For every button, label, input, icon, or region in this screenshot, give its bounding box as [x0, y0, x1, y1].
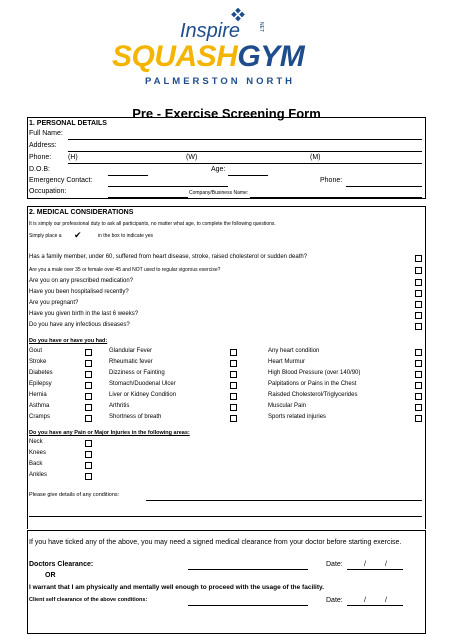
sports-injuries-checkbox[interactable]: [415, 415, 422, 422]
condition-asthma: Asthma: [29, 403, 50, 409]
phone-label: Phone:: [29, 154, 52, 161]
doctors-signature-field[interactable]: [188, 569, 308, 570]
cholesterol-checkbox[interactable]: [415, 393, 422, 400]
details-label: Please give details of any conditions:: [29, 492, 120, 498]
dob-field[interactable]: [108, 175, 148, 176]
in-box-text: in the box to indicate yes: [98, 233, 154, 239]
glandular-fever-checkbox[interactable]: [230, 349, 237, 356]
condition-glandular-fever: Glandular Fever: [109, 348, 153, 354]
date-field-2[interactable]: [347, 605, 403, 606]
heart-murmur-checkbox[interactable]: [415, 360, 422, 367]
shortness-breath-checkbox[interactable]: [230, 415, 237, 422]
diabetes-checkbox[interactable]: [85, 371, 92, 378]
condition-diabetes: Diabetes: [29, 370, 53, 376]
date-slash-1a: /: [364, 561, 366, 568]
arthritis-checkbox[interactable]: [230, 404, 237, 411]
date-field-1[interactable]: [347, 569, 403, 570]
condition-blood-pressure: High Blood Pressure (over 140/90): [268, 370, 361, 376]
age-field[interactable]: [228, 175, 268, 176]
simply-place-text: Simply place a: [29, 233, 62, 239]
area-neck: Neck: [29, 439, 43, 445]
condition-sports-injuries: Sports related injuries: [268, 414, 327, 420]
condition-cramps: Cramps: [29, 414, 51, 420]
details-field-2[interactable]: [29, 516, 422, 517]
condition-dizziness: Dizziness or Fainting: [109, 370, 165, 376]
question-7-checkbox[interactable]: [415, 323, 422, 330]
condition-hernia: Hernia: [29, 392, 47, 398]
emergency-contact-field[interactable]: [108, 186, 228, 187]
occupation-label: Occupation:: [29, 188, 67, 195]
question-7: Do you have any infectious diseases?: [29, 322, 130, 328]
company-field[interactable]: [250, 197, 422, 198]
question-3: Are you on any prescribed medication?: [29, 278, 134, 284]
condition-rheumatic-fever: Rheumatic fever: [109, 359, 153, 365]
question-5-checkbox[interactable]: [415, 301, 422, 308]
details-field-1[interactable]: [146, 500, 422, 501]
gout-checkbox[interactable]: [85, 349, 92, 356]
medical-intro: It is simply our professional duty to ask all participants, no matter what age, to complete the following questions.: [29, 221, 276, 227]
question-2: Are you a male over 35 or female over 45 and NOT used to regular vigorous exercise?: [29, 267, 221, 273]
form-title: Pre - Exercise Screening Form: [132, 106, 321, 121]
question-6: Have you given birth in the last 6 weeks?: [29, 311, 139, 317]
address-label: Address:: [29, 142, 57, 149]
condition-liver-kidney: Liver or Kidney Condition: [109, 392, 177, 398]
neck-checkbox[interactable]: [85, 440, 92, 447]
logo-squash: SQUASH: [112, 40, 238, 73]
personal-details-heading: 1. PERSONAL DETAILS: [29, 120, 107, 127]
date-label-2: Date:: [326, 597, 343, 604]
question-4-checkbox[interactable]: [415, 290, 422, 297]
condition-shortness-breath: Shortness of breath: [109, 414, 162, 420]
clearance-section: [27, 530, 426, 634]
full-name-field[interactable]: [68, 139, 422, 140]
logo-squashgym: [112, 40, 304, 74]
phone-mobile-label: (M): [310, 154, 321, 161]
question-1: Has a family member, under 60, suffered from heart disease, stroke, raised cholesterol or sudden death?: [29, 254, 308, 260]
condition-heart: Any heart condition: [268, 348, 320, 354]
emergency-phone-label: Phone:: [320, 177, 343, 184]
client-signature-field[interactable]: [188, 605, 308, 606]
question-5: Are you pregnant?: [29, 300, 79, 306]
logo-net: NET: [258, 22, 264, 32]
phone-work-label: (W): [186, 154, 198, 161]
condition-heart-murmur: Heart Murmur: [268, 359, 306, 365]
question-2-checkbox[interactable]: [415, 267, 422, 274]
epilepsy-checkbox[interactable]: [85, 382, 92, 389]
phone-field[interactable]: [68, 163, 422, 164]
blood-pressure-checkbox[interactable]: [415, 371, 422, 378]
stroke-checkbox[interactable]: [85, 360, 92, 367]
doctors-clearance-label: Doctors Clearance:: [29, 561, 94, 568]
pain-heading: Do you have any Pain or Major Injuries in the following areas:: [29, 430, 190, 436]
condition-muscular-pain: Muscular Pain: [268, 403, 307, 409]
condition-epilepsy: Epilepsy: [29, 381, 52, 387]
hernia-checkbox[interactable]: [85, 393, 92, 400]
area-back: Back: [29, 461, 43, 467]
date-label-1: Date:: [326, 561, 343, 568]
emergency-contact-label: Emergency Contact:: [29, 177, 93, 184]
occupation-field[interactable]: [108, 197, 188, 198]
medical-section: [27, 206, 426, 529]
or-label: OR: [45, 572, 56, 579]
phone-home-label: (H): [68, 154, 78, 161]
warrant-text: I warrant that I am physically and mentally well enough to proceed with the usage of the facility.: [29, 584, 324, 591]
age-label: Age:: [211, 166, 226, 173]
full-name-label: Full Name:: [29, 130, 63, 137]
clearance-note: If you have ticked any of the above, you may need a signed medical clearance from your doctor before starting exercise.: [29, 539, 402, 546]
ulcer-checkbox[interactable]: [230, 382, 237, 389]
date-slash-1b: /: [385, 561, 387, 568]
personal-details-section: [27, 117, 426, 199]
chest-pains-checkbox[interactable]: [415, 382, 422, 389]
condition-stroke: Stroke: [29, 359, 47, 365]
logo-inspire: Inspire: [180, 20, 241, 42]
muscular-pain-checkbox[interactable]: [415, 404, 422, 411]
area-ankles: Ankles: [29, 472, 48, 478]
question-1-checkbox[interactable]: [415, 255, 422, 262]
condition-cholesterol: Raisded Cholesterol/Triglycerides: [268, 392, 358, 398]
address-field[interactable]: [68, 151, 422, 152]
area-knees: Knees: [29, 450, 47, 456]
dizziness-checkbox[interactable]: [230, 371, 237, 378]
back-checkbox[interactable]: [85, 462, 92, 469]
logo-gym: GYM: [237, 40, 305, 73]
question-3-checkbox[interactable]: [415, 279, 422, 286]
rheumatic-fever-checkbox[interactable]: [230, 360, 237, 367]
question-4: Have you been hospitalised recently?: [29, 289, 129, 295]
tick-icon: ✔: [74, 230, 82, 240]
logo-location: PALMERSTON NORTH: [145, 76, 296, 87]
asthma-checkbox[interactable]: [85, 404, 92, 411]
had-heading: Do you have or have you had:: [29, 338, 108, 344]
cramps-checkbox[interactable]: [85, 415, 92, 422]
date-slash-2a: /: [364, 597, 366, 604]
dob-label: D.O.B:: [29, 166, 51, 173]
condition-gout: Gout: [29, 348, 43, 354]
heart-checkbox[interactable]: [415, 349, 422, 356]
self-clearance-label: Client self clearance of the above conditions:: [29, 597, 148, 603]
knees-checkbox[interactable]: [85, 451, 92, 458]
ankles-checkbox[interactable]: [85, 473, 92, 480]
liver-kidney-checkbox[interactable]: [230, 393, 237, 400]
company-label: Company/Business Name:: [189, 190, 249, 196]
condition-ulcer: Stomach/Duodenal Ulcer: [109, 381, 176, 387]
emergency-phone-field[interactable]: [346, 186, 422, 187]
medical-heading: 2. MEDICAL CONSIDERATIONS: [29, 209, 134, 216]
condition-arthritis: Arthritis: [109, 403, 130, 409]
condition-chest-pains: Palpitations or Pains in the Chest: [268, 381, 357, 387]
question-6-checkbox[interactable]: [415, 312, 422, 319]
date-slash-2b: /: [385, 597, 387, 604]
